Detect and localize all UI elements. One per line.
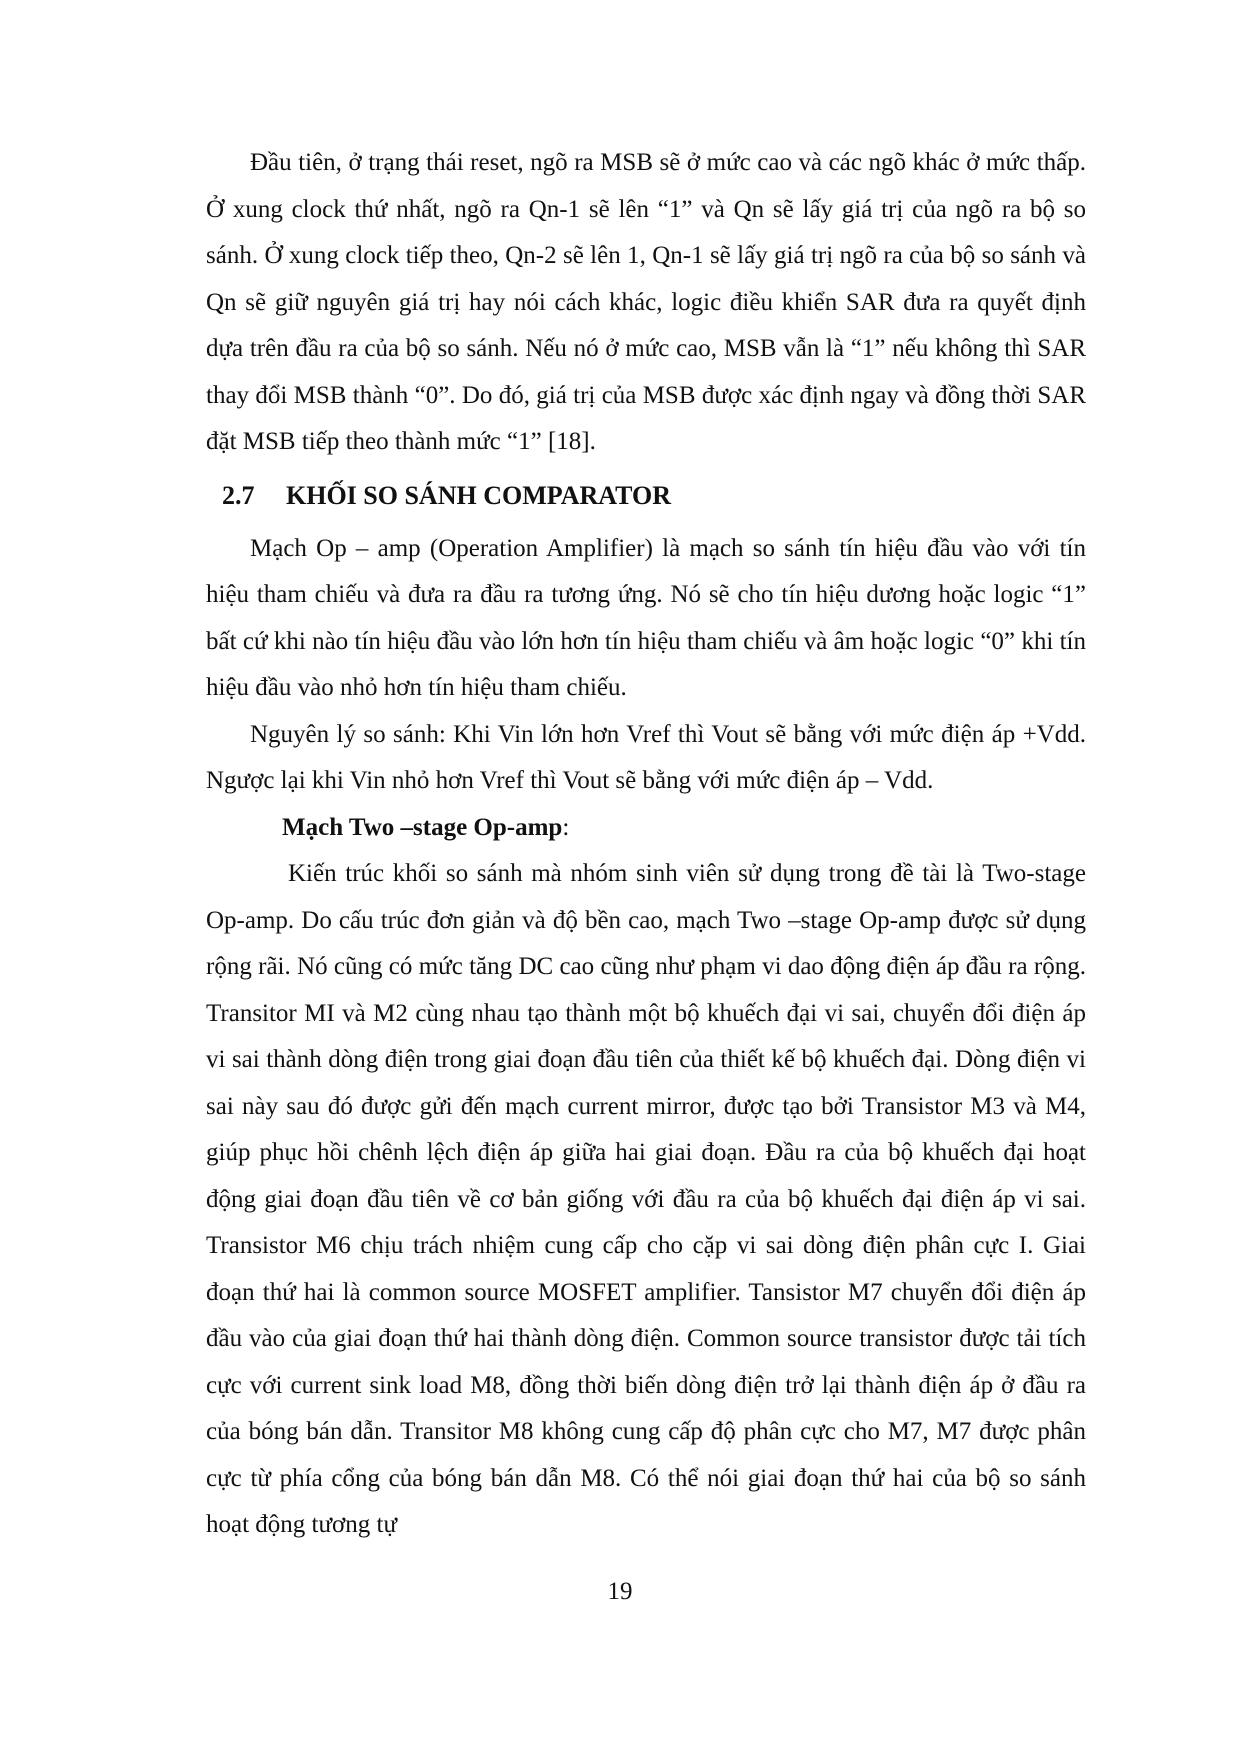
subheading-text: Mạch Two –stage Op-amp [282, 813, 563, 841]
subheading-two-stage [282, 805, 1086, 852]
page-body [206, 140, 1086, 1549]
section-number: 2.7 [222, 480, 255, 510]
section-heading [222, 469, 1086, 523]
paragraph-comparison-principle: Nguyên lý so sánh: Khi Vin lớn hơn Vref thì Vout sẽ bằng với mức điện áp +Vdd. Ngược lại khi Vin nhỏ hơn Vref thì Vout sẽ bằng với mức điện áp – Vdd. [206, 720, 1086, 794]
paragraph-two-stage-architecture: Kiến trúc khối so sánh mà nhóm sinh viên sử dụng trong đề tài là Two-stage Op-amp. Do cấu trúc đơn giản và độ bền cao, mạch Two –stage Op-amp được sử dụng rộng rãi. Nó cũng có mức tăng DC cao cũng như phạm vi dao động điện áp đầu ra rộng. Transitor MI và M2 cùng nhau tạo thành một bộ khuếch đại vi sai, chuyển đổi điện áp vi sai thành dòng điện trong giai đoạn đầu tiên của thiết kế bộ khuếch đại. Dòng điện vi sai này sau đó được gửi đến mạch current mirror, được tạo bởi Transistor M3 và M4, giúp phục hồi chênh lệch điện áp giữa hai giai đoạn. Đầu ra của bộ khuếch đại hoạt động giai đoạn đầu tiên về cơ bản giống với đầu ra của bộ khuếch đại điện áp vi sai. Transistor M6 chịu trách nhiệm cung cấp cho cặp vi sai dòng điện phân cực I. Giai đoạn thứ hai là common source MOSFET amplifier. Tansistor M7 chuyển đổi điện áp đầu vào của giai đoạn thứ hai thành dòng điện. Common source transistor được tải tích cực với current sink load M8, đồng thời biến dòng điện trở lại thành điện áp ở đầu ra của bóng bán dẫn. Transitor M8 không cung cấp độ phân cực cho M7, M7 được phân cực từ phía cổng của bóng bán dẫn M8. Có thể nói giai đoạn thứ hai của bộ so sánh hoạt động tương tự [206, 860, 1086, 1538]
paragraph-sar-logic: Đầu tiên, ở trạng thái reset, ngõ ra MSB sẽ ở mức cao và các ngõ khác ở mức thấp. Ở xung clock thứ nhất, ngõ ra Qn-1 sẽ lên “1” và Qn sẽ lấy giá trị của ngõ ra bộ so sánh. Ở xung clock tiếp theo, Qn-2 sẽ lên 1, Qn-1 sẽ lấy giá trị ngõ ra của bộ so sánh và Qn sẽ giữ nguyên giá trị hay nói cách khác, logic điều khiển SAR đưa ra quyết định dựa trên đầu ra của bộ so sánh. Nếu nó ở mức cao, MSB vẫn là “1” nếu không thì SAR thay đổi MSB thành “0”. Do đó, giá trị của MSB được xác định ngay và đồng thời SAR đặt MSB tiếp theo thành mức “1” [18]. [206, 149, 1086, 455]
paragraph-op-amp-intro: Mạch Op – amp (Operation Amplifier) là mạch so sánh tín hiệu đầu vào với tín hiệu tham chiếu và đưa ra đầu ra tương ứng. Nó sẽ cho tín hiệu dương hoặc logic “1” bất cứ khi nào tín hiệu đầu vào lớn hơn tín hiệu tham chiếu và âm hoặc logic “0” khi tín hiệu đầu vào nhỏ hơn tín hiệu tham chiếu. [206, 534, 1086, 701]
section-title: KHỐI SO SÁNH COMPARATOR [286, 480, 671, 510]
subheading-colon: : [562, 813, 570, 841]
page-number: 19 [607, 1578, 633, 1605]
